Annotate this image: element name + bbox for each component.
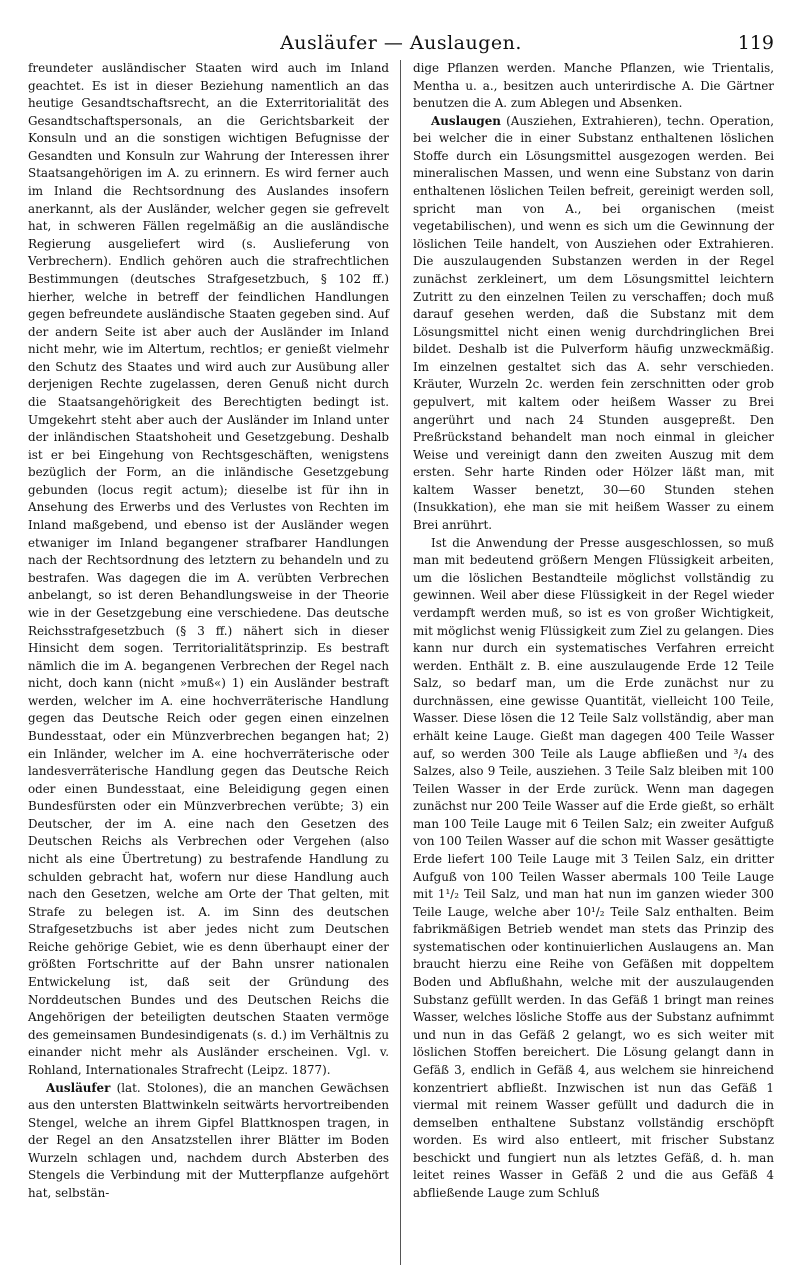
running-header xyxy=(28,30,774,60)
entry-text: (lat. Stolones), die an manchen Gewächsen aus den untersten Blattwinkeln seitwärts hervortreibenden Stengel, welche an ihrem Gipfel Blattknospen tragen, in der Regel an den Ansatzstellen ihrer Blätter im Boden Wurzeln schlagen und, nachdem durch Absterben des Stengels die Verbindung mit der Mutterpflanze aufgehört hat, selbstän- xyxy=(28,1080,389,1200)
entry-headword: Auslaugen xyxy=(431,113,501,128)
entry-auslaugen xyxy=(413,113,774,535)
page xyxy=(28,30,774,1265)
column-divider xyxy=(400,60,401,1265)
entry-headword: Ausläufer xyxy=(46,1080,111,1095)
paragraph-presse: Ist die Anwendung der Presse ausgeschlossen, so muß man mit bedeutend größern Mengen Flüssigkeit arbeiten, um die löslichen Bestandteile möglichst vollständig zu gewinnen. Weil aber diese Flüssigkeit in der Regel wieder verdampft werden muß, so ist es von großer Wichtigkeit, mit möglichst wenig Flüssigkeit zum Ziel zu gelangen. Dies kann nur durch ein systematisches Verfahren erreicht werden. Enthält z. B. eine auszulaugende Erde 12 Teile Salz, so bedarf man, um die Erde zunächst nur zu durchnässen, eine gewisse Quantität, vielleicht 100 Teile, Wasser. Diese lösen die 12 Teile Salz vollständig, aber man erhält keine Lauge. Gießt man dagegen 400 Teile Wasser auf, so werden 300 Teile als Lauge abfließen und ³/₄ des Salzes, also 9 Teile, ausziehen. 3 Teile Salz bleiben mit 100 Teilen Wasser in der Erde zurück. Wenn man dagegen zunächst nur 200 Teile Wasser auf die Erde gießt, so erhält man 100 Teile Lauge mit 6 Teilen Salz; ein zweiter Aufguß von 100 Teilen Wasser auf die schon mit Wasser gesättigte Erde liefert 100 Teile Lauge mit 3 Teilen Salz, ein dritter Aufguß von 100 Teilen Wasser abermals 100 Teile Lauge mit 1¹/₂ Teil Salz, und man hat nun im ganzen wieder 300 Teile Lauge, welche aber 10¹/₂ Teile Salz enthalten. Beim fabrikmäßigen Betrieb wendet man stets das Prinzip des systematischen oder kontinuierlichen Auslaugens an. Man braucht hierzu eine Reihe von Gefäßen mit doppeltem Boden und Abflußhahn, welche mit der auszulaugenden Substanz gefüllt werden. In das Gefäß 1 bringt man reines Wasser, welches lösliche Stoffe aus der Substanz aufnimmt und nun in das Gefäß 2 gelangt, wo es sich weiter mit löslichen Stoffen bereichert. Die Lösung gelangt dann in Gefäß 3, endlich in Gefäß 4, aus welchem sie hinreichend konzentriert abfließt. Inzwischen ist nun das Gefäß 1 viermal mit reinem Wasser gefüllt und dadurch die in demselben enthaltene Substanz vollständig erschöpft worden. Es wird also entleert, mit frischer Substanz beschickt und fungiert nun als letztes Gefäß, d. h. man leitet reines Wasser in Gefäß 2 und die aus Gefäß 4 abfließende Lauge zum Schluß xyxy=(413,535,774,1200)
paragraph-auslaeufer-continuation: dige Pflanzen werden. Manche Pflanzen, wie Trientalis, Mentha u. a., besitzen auch unterirdische A. Die Gärtner benutzen die A. zum Ablegen und Absenken. xyxy=(413,61,774,111)
text-columns xyxy=(28,60,774,1265)
paragraph-auslaender-continuation: freundeter ausländischer Staaten wird auch im Inland geachtet. Es ist in dieser Beziehung namentlich an das heutige Gesandtschaftsrecht, an die Exterritorialität des Gesandtschaftspersonals, an die Gerichtsbarkeit der Konsuln und an die sonstigen wichtigen Befugnisse der Gesandten und Konsuln zur Wahrung der Interessen ihrer Staatsangehörigen im A. zu erinnern. Es wird ferner auch im Inland die Rechtsordnung des Auslandes insofern anerkannt, als der Ausländer, welcher gegen sie gefrevelt hat, in schweren Fällen regelmäßig an die ausländische Regierung ausgeliefert wird (s. Auslieferung von Verbrechern). Endlich gehören auch die strafrechtlichen Bestimmungen (deutsches Strafgesetzbuch, § 102 ff.) hierher, welche in betreff der feindlichen Handlungen gegen befreundete ausländische Staaten gegeben sind. Auf der andern Seite ist aber auch der Ausländer im Inland nicht mehr, wie im Altertum, rechtlos; er genießt vielmehr den Schutz des Staates und wird auch zur Ausübung aller derjenigen Rechte zugelassen, deren Genuß nicht durch die Staatsangehörigkeit des Berechtigten bedingt ist. Umgekehrt steht aber auch der Ausländer im Inland unter der inländischen Staatshoheit und Gesetzgebung. Deshalb ist er bei Eingehung von Rechtsgeschäften, wenigstens bezüglich der Form, an die inländische Gesetzgebung gebunden (locus regit actum); dieselbe ist für ihn in Ansehung des Erwerbs und des Verlustes von Rechten im Inland maßgebend, und ebenso ist der Ausländer wegen etwaniger im Inland begangener strafbarer Handlungen nach der Rechtsordnung des letztern zu behandeln und zu bestrafen. Was dagegen die im A. verübten Verbrechen anbelangt, so ist deren Behandlungsweise in der Theorie wie in der Gesetzgebung eine verschiedene. Das deutsche Reichsstrafgesetzbuch (§ 3 ff.) nähert sich in dieser Hinsicht dem sogen. Territorialitätsprinzip. Es bestraft nämlich die im A. begangenen Verbrechen der Regel nach nicht, doch kann (nicht »muß«) 1) ein Ausländer bestraft werden, welcher im A. eine hochverräterische Handlung gegen das Deutsche Reich oder gegen einen einzelnen Bundesstaat, oder ein Münzverbrechen begangen hat; 2) ein Inländer, welcher im A. eine hochverräterische oder landesverräterische Handlung gegen das Deutsche Reich oder einen Bundesstaat, eine Beleidigung gegen einen Bundesfürsten oder ein Münzverbrechen verübte; 3) ein Deutscher, der im A. eine nach den Gesetzen des Deutschen Reichs als Verbrechen oder Vergehen (also nicht als eine Übertretung) zu bestrafende Handlung zu schulden gebracht hat, wofern nur diese Handlung auch nach den Gesetzen, welche am Orte der That gelten, mit Strafe zu belegen ist. A. im Sinn des deutschen Strafgesetzbuchs ist aber jedes nicht zum Deutschen Reiche gehörige Gebiet, wie es denn überhaupt einer der größten Fortschritte auf der Bahn unsrer nationalen Entwickelung ist, daß seit der Gründung des Norddeutschen Bundes und des Deutschen Reichs die Angehörigen der beteiligten deutschen Staaten vermöge des gemeinsamen Bundesindigenats (s. d.) im Verhältnis zu einander nicht mehr als Ausländer erscheinen. Vgl. v. Rohland, Internationales Strafrecht (Leipz. 1877). xyxy=(28,61,389,1077)
entry-text: (Ausziehen, Extrahieren), techn. Operation, bei welcher die in einer Substanz enthaltenen löslichen Stoffe durch ein Lösungsmittel ausgezogen werden. Bei mineralischen Massen, und wenn eine Substanz von darin enthaltenen löslichen Teilen befreit, gereinigt werden soll, spricht man von A., bei organischen (meist vegetabilischen), und wenn es sich um die Gewinnung der löslichen Teile handelt, von Ausziehen oder Extrahieren. Die auszulaugenden Substanzen werden in der Regel zunächst zerkleinert, um dem Lösungsmittel leichtern Zutritt zu den einzelnen Teilen zu verschaffen; doch muß darauf gesehen werden, daß die Substanz mit dem Lösungsmittel nicht einen wenig durchdringlichen Brei bildet. Deshalb ist die Pulverform häufig unzweckmäßig. Im einzelnen gestaltet sich das A. sehr verschieden. Kräuter, Wurzeln 2c. werden fein zerschnitten oder grob gepulvert, mit kaltem oder heißem Wasser zu Brei angerührt und nach 24 Stunden ausgepreßt. Den Preßrückstand behandelt man noch einmal in gleicher Weise und vereinigt dann den zweiten Auszug mit dem ersten. Sehr harte Rinden oder Hölzer läßt man, mit kaltem Wasser benetzt, 30—60 Stunden stehen (Insukkation), ehe man sie mit heißem Wasser zu einem Brei anrührt. xyxy=(413,113,774,533)
running-title: Ausläufer — Auslaugen. xyxy=(280,32,522,54)
right-column xyxy=(413,60,774,1203)
left-column xyxy=(28,60,389,1203)
entry-auslaeufer xyxy=(28,1080,389,1203)
page-number: 119 xyxy=(737,32,774,54)
